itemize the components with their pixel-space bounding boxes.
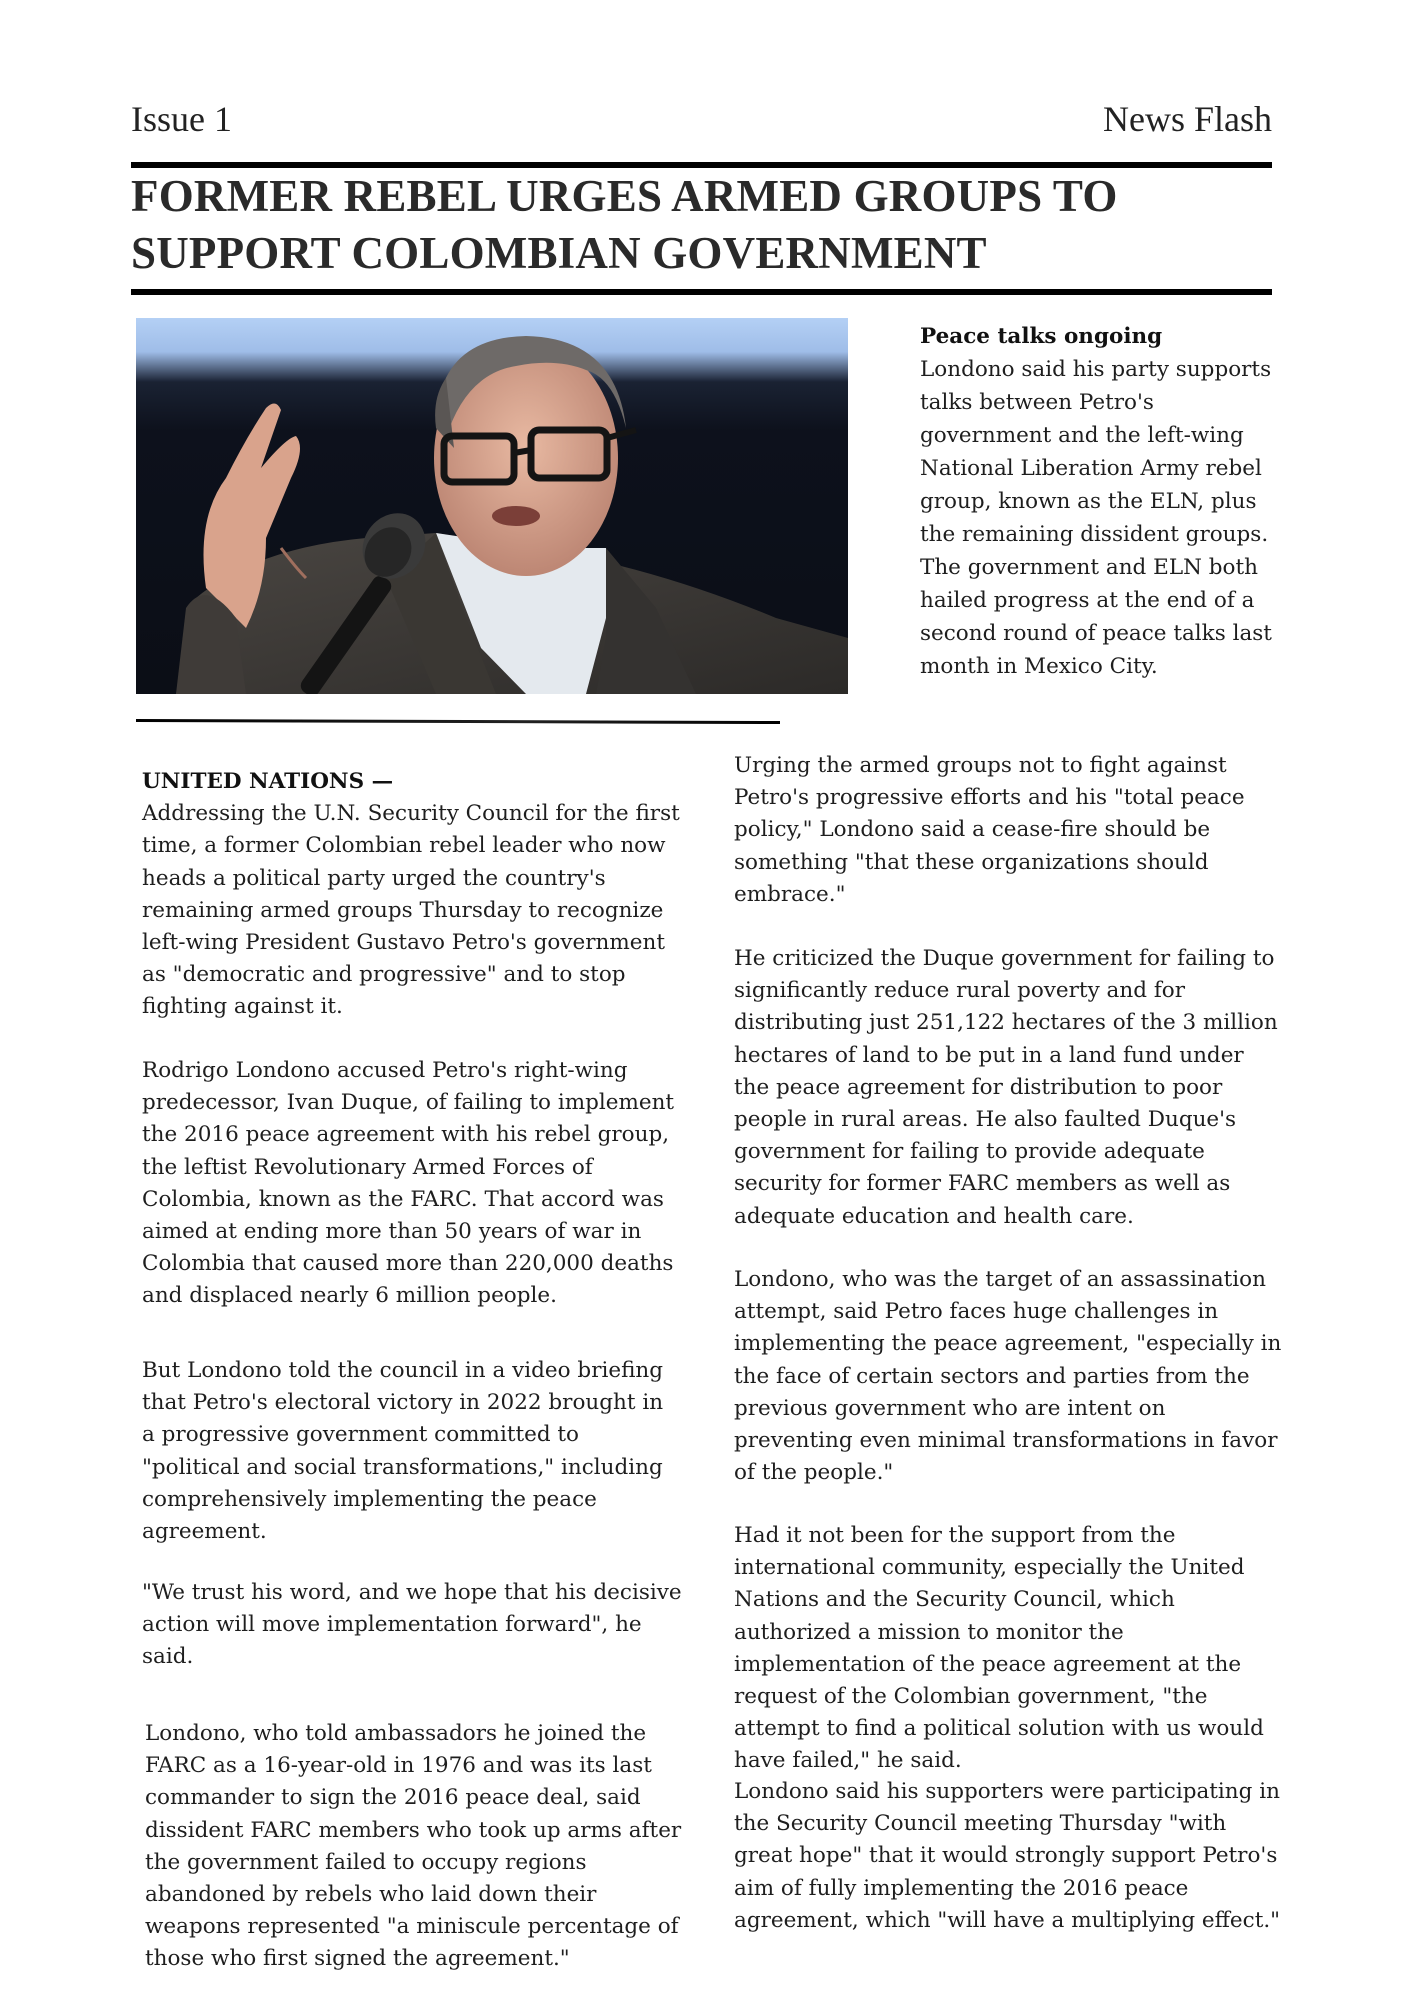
article-paragraph: Londono, who was the target of an assassination attempt, said Petro faces huge challenges in implementing the peace agreement, "especially in the face of certain sectors and parties from the previous government who are intent on preventing even minimal transformations in favor of the people." — [734, 1267, 1282, 1486]
article-column-left-p2 — [142, 1055, 682, 1313]
dateline: UNITED NATIONS — — [142, 769, 394, 794]
article-column-right-p4 — [734, 1520, 1284, 1778]
article-paragraph: Had it not been for the support from the international community, especially the United Nations and the Security Council, which authorized a mission to monitor the implementation of the peace agreement at the request of the Colombian government, "the attempt to find a political solution with us would have failed," he said. — [734, 1523, 1264, 1774]
article-paragraph: Londono, who told ambassadors he joined the FARC as a 16-year-old in 1976 and was its last commander to sign the 2016 peace deal, said dissident FARC members who took up arms after the government failed to occupy regions abandoned by rebels who laid down their weapons represented "a miniscule percentage of those who first signed the agreement." — [145, 1721, 682, 1972]
sidebar-box — [920, 320, 1280, 683]
article-column-left-p3 — [142, 1355, 682, 1548]
article-column-right-p3 — [734, 1264, 1284, 1489]
headline-line-1: FORMER REBEL URGES ARMED GROUPS TO — [131, 171, 1118, 221]
article-column-right-p5 — [734, 1776, 1284, 1937]
article-paragraph: But Londono told the council in a video briefing that Petro's electoral victory in 2022 brought in a progressive government committed to "political and social transformations," including comprehensively implementing the peace agreement. — [142, 1358, 664, 1545]
sidebar-body: Londono said his party supports talks between Petro's government and the left-wing National Liberation Army rebel group, known as the ELN, plus the remaining dissident groups. The government and ELN both hailed progress at the end of a second round of peace talks last month in Mexico City. — [920, 357, 1272, 679]
article-paragraph: Londono said his supporters were participating in the Security Council meeting Thursday "with great hope" that it would strongly support Petro's aim of fully implementing the 2016 peace agreement, which "will have a multiplying effect." — [734, 1779, 1281, 1933]
article-paragraph: "We trust his word, and we hope that his decisive action will move implementation forward", he said. — [142, 1580, 682, 1670]
photo-icon — [136, 318, 848, 694]
article-column-right-p2 — [734, 943, 1284, 1233]
headline-bottom-rule — [131, 289, 1272, 295]
article-paragraph: Addressing the U.N. Security Council for the first time, a former Colombian rebel leader who now heads a political party urged the country's remaining armed groups Thursday to recognize left-wing President Gustavo Petro's government as "democratic and progressive" and to stop fighting against it. — [142, 801, 680, 1020]
article-paragraph: He criticized the Duque government for failing to significantly reduce rural poverty and for distributing just 251,122 hectares of the 3 million hectares of land to be put in a land fund under the peace agreement for distribution to poor people in rural areas. He also faulted Duque's government for failing to provide adequate security for former FARC members as well as adequate education and health care. — [734, 946, 1278, 1229]
photo-separator-rule — [136, 719, 780, 724]
article-column-left-p5 — [145, 1718, 685, 1976]
page-title — [131, 168, 1272, 282]
article-column-right — [734, 750, 1284, 911]
section-label: News Flash — [1103, 99, 1272, 139]
article-paragraph: Urging the armed groups not to fight against Petro's progressive efforts and his "total peace policy," Londono said a cease-fire should be something "that these organizations should embrace." — [734, 753, 1245, 907]
article-photo — [136, 318, 848, 694]
article-paragraph: Rodrigo Londono accused Petro's right-wing predecessor, Ivan Duque, of failing to implement the 2016 peace agreement with his rebel group, the leftist Revolutionary Armed Forces of Colombia, known as the FARC. That accord was aimed at ending more than 50 years of war in Colombia that caused more than 220,000 deaths and displaced nearly 6 million people. — [142, 1058, 675, 1309]
issue-label: Issue 1 — [131, 99, 232, 139]
headline-line-2: SUPPORT COLOMBIAN GOVERNMENT — [131, 228, 987, 278]
article-column-left — [142, 766, 682, 1024]
sidebar-heading: Peace talks ongoing — [920, 324, 1163, 349]
article-column-left-p4 — [142, 1577, 682, 1674]
